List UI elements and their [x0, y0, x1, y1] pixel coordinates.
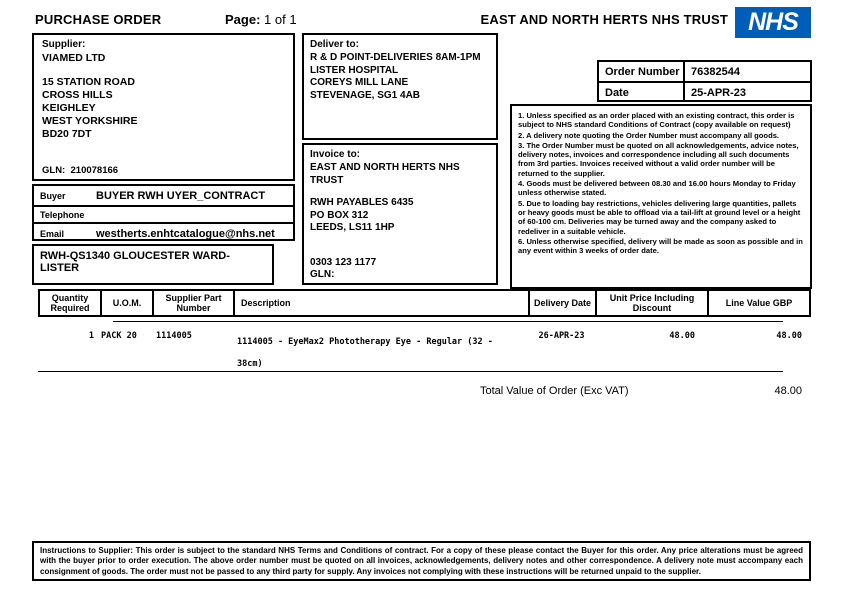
deliver-to-line: COREYS MILL LANE [310, 77, 409, 88]
deliver-to-line: STEVENAGE, SG1 4AB [310, 89, 421, 101]
col-description: Description [235, 291, 530, 315]
buyer-value: BUYER RWH UYER_CONTRACT [96, 189, 266, 202]
nhs-logo [735, 7, 811, 38]
invoice-to-line: PO BOX 312 [310, 209, 369, 221]
item-description: 1114005 - EyeMax2 Phototherapy Eye - Regular (32 - 38cm) [237, 337, 493, 369]
supplier-address-line: CROSS HILLS [42, 89, 113, 101]
col-unit-price: Unit Price Including Discount [597, 291, 709, 315]
col-delivery-date: Delivery Date [530, 291, 597, 315]
items-header-row [38, 289, 811, 317]
condition-item: 3. The Order Number must be quoted on all acknowledgements, advice notes, delivery notes, invoices and correspondence including all such documents from 3rd parties. Invoices received without a valid order number will be returned to the supplier. [518, 140, 799, 178]
table-row [0, 331, 842, 375]
order-info-box [597, 60, 812, 102]
doc-title: PURCHASE ORDER [35, 12, 162, 27]
trust-name: EAST AND NORTH HERTS NHS TRUST [480, 12, 728, 27]
item-part-number: 1114005 [156, 331, 192, 341]
deliver-to-box [302, 33, 498, 140]
invoice-to-line: RWH PAYABLES 6435 [310, 197, 414, 208]
supplier-name: VIAMED LTD [42, 52, 106, 64]
item-line-value: 48.00 [776, 331, 802, 341]
invoice-to-label: Invoice to: [310, 149, 361, 160]
supplier-gln-label: GLN: [42, 165, 66, 176]
page-value: 1 of 1 [264, 12, 297, 27]
invoice-to-name: EAST AND NORTH HERTS NHS TRUST [310, 162, 460, 186]
deliver-to-label: Deliver to: [310, 39, 359, 50]
supplier-box [32, 33, 295, 181]
col-uom: U.O.M. [102, 291, 154, 315]
total-label: Total Value of Order (Exc VAT) [480, 385, 629, 397]
condition-item: 6. Unless otherwise specified, delivery will be made as soon as possible and in any event within 3 weeks of order date. [518, 236, 803, 256]
conditions-box [510, 104, 812, 289]
condition-item: 5. Due to loading bay restrictions, vehicles delivering large quantities, pallets or heavy goods must be able to offload via a tail-lift at ground level or a height of 60-100 cm. Deliveries may be turned away and the company asked to redeliver in a suitable vehicle. [518, 198, 801, 236]
order-date-label: Date [599, 83, 685, 102]
order-number-label: Order Number [599, 62, 685, 81]
order-date-value: 25-APR-23 [691, 86, 747, 99]
supplier-gln-value: 210078166 [70, 165, 119, 176]
total-value: 48.00 [774, 385, 802, 397]
nhs-logo-text: NHS [748, 8, 798, 36]
item-unit-price: 48.00 [669, 331, 695, 341]
ward-reference: RWH-QS1340 GLOUCESTER WARD-LISTER [40, 250, 230, 274]
condition-item: 4. Goods must be delivered between 08.30 and 16.00 hours Monday to Friday unless otherwise stated. [518, 179, 796, 198]
item-quantity: 1 [88, 331, 94, 341]
invoice-gln-label: GLN: [310, 269, 335, 280]
supplier-instructions-text: Instructions to Supplier: This order is subject to the standard NHS Terms and Conditions of contract. For a copy of these please contact the Buyer for this order. Any price alterations must be agreed with the buyer prior to order execution. The above order number must be quoted on all invoices, acknowledgements, delivery notes and other correspondence. A delivery note must accompany each consignment of goods. The order must not be passed to any third party for supply. Any invoices not complying with these instructions will be returned unpaid to the supplier. [40, 546, 803, 576]
supplier-instructions-box [32, 541, 811, 581]
buyer-contact-box [32, 184, 295, 241]
item-uom: PACK 20 [101, 331, 137, 341]
header-underline [113, 321, 783, 322]
col-quantity-required: Quantity Required [40, 291, 102, 315]
condition-item: 1. Unless specified as an order placed with an existing contract, this order is subject to NHS standard Conditions of Contract (copy available on request) [518, 111, 795, 130]
supplier-address-line: KEIGHLEY [42, 102, 96, 114]
col-supplier-part-number: Supplier Part Number [154, 291, 235, 315]
supplier-address-line: BD20 7DT [42, 128, 92, 140]
condition-item: 2. A delivery note quoting the Order Number must accompany all goods. [518, 130, 780, 140]
invoice-phone: 0303 123 1177 [310, 257, 377, 268]
deliver-to-line: R & D POINT-DELIVERIES 8AM-1PM [310, 52, 481, 63]
invoice-to-line: LEEDS, LS11 1HP [310, 222, 395, 233]
invoice-to-box [302, 143, 498, 285]
page-label: Page: [225, 12, 261, 27]
buyer-label: Buyer [40, 190, 66, 201]
order-number-value: 76382544 [691, 65, 740, 78]
item-delivery-date: 26-APR-23 [538, 331, 585, 341]
email-label: Email [40, 228, 65, 239]
supplier-address-line: WEST YORKSHIRE [42, 115, 138, 127]
telephone-label: Telephone [40, 209, 85, 220]
email-value: westherts.enhtcatalogue@nhs.net [96, 227, 275, 240]
deliver-to-line: LISTER HOSPITAL [310, 64, 399, 76]
col-line-value: Line Value GBP [725, 298, 793, 308]
row-underline [38, 371, 783, 372]
supplier-label: Supplier: [42, 39, 86, 50]
supplier-address-line: 15 STATION ROAD [42, 76, 135, 88]
ward-reference-box [32, 244, 274, 285]
